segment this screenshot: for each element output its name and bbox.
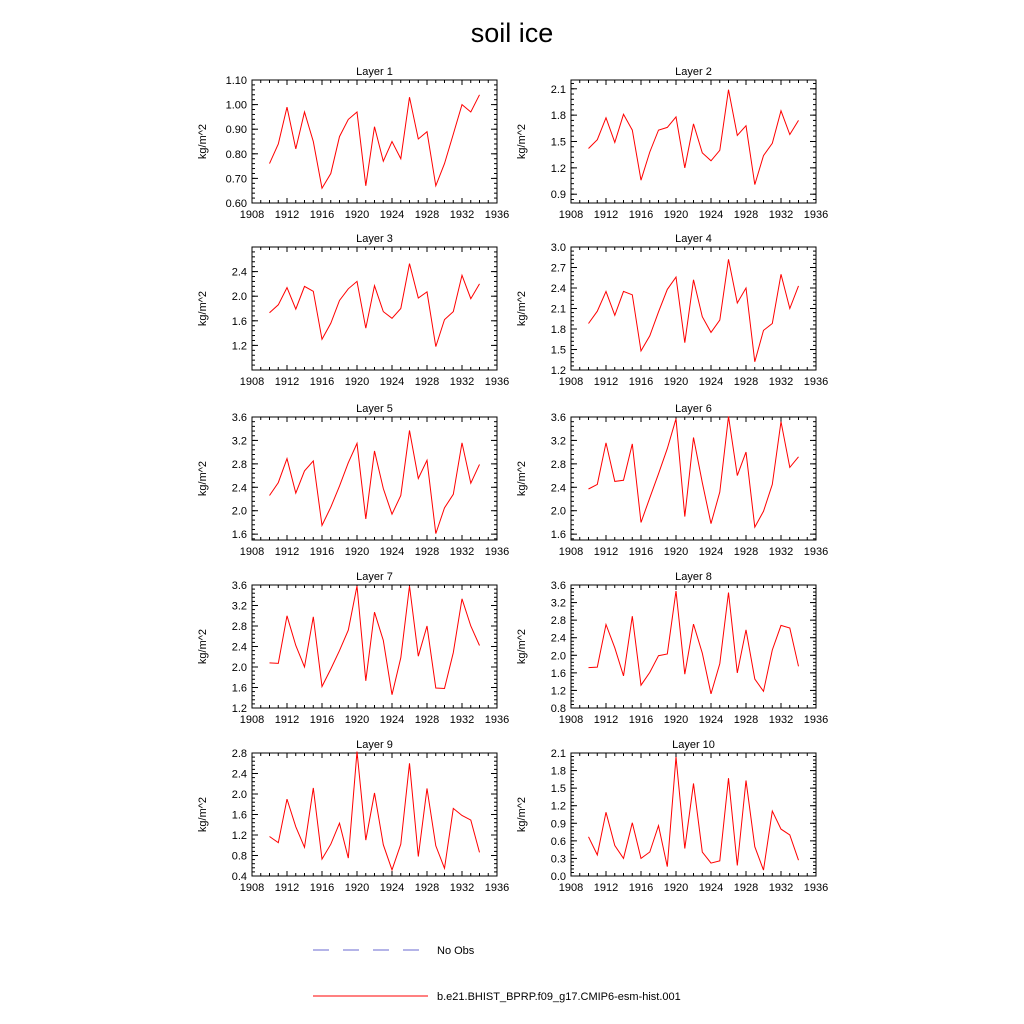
y-tick-label: 2.0 [550, 650, 566, 663]
x-tick-label: 1928 [733, 714, 759, 726]
x-tick-label: 1916 [309, 714, 335, 726]
y-tick-label: 1.2 [231, 340, 247, 353]
panel-layer-4 [516, 233, 828, 388]
x-tick-label: 1924 [379, 546, 405, 558]
legend [313, 945, 681, 1003]
y-tick-label: 2.4 [231, 482, 247, 495]
y-tick-label: 0.8 [231, 850, 247, 863]
y-tick-label: 0.0 [550, 871, 566, 883]
y-tick-label: 0.9 [550, 189, 566, 202]
panel-title: Layer 8 [675, 571, 712, 583]
x-tick-label: 1924 [698, 546, 724, 558]
x-tick-label: 1916 [628, 714, 654, 726]
y-axis-label: kg/m^2 [516, 796, 528, 833]
x-tick-label: 1932 [449, 882, 475, 894]
y-axis-label: kg/m^2 [197, 460, 209, 497]
y-tick-label: 0.6 [550, 835, 566, 848]
y-tick-label: 1.2 [550, 800, 566, 813]
x-tick-label: 1928 [414, 209, 440, 221]
x-tick-label: 1928 [414, 376, 440, 388]
x-tick-label: 1920 [344, 882, 370, 894]
y-tick-label: 1.8 [550, 324, 566, 336]
x-tick-label: 1936 [803, 714, 829, 726]
x-tick-label: 1928 [414, 714, 440, 726]
y-tick-label: 2.4 [231, 768, 247, 781]
y-tick-label: 1.2 [231, 830, 247, 842]
series-line [589, 757, 799, 870]
plot-frame [571, 247, 816, 370]
x-tick-label: 1924 [379, 209, 405, 221]
x-tick-label: 1936 [803, 376, 829, 388]
x-tick-label: 1916 [628, 546, 654, 558]
plot-frame [252, 247, 497, 370]
plot-frame [252, 417, 497, 540]
x-tick-label: 1924 [698, 376, 724, 388]
x-tick-label: 1916 [309, 882, 335, 894]
y-tick-label: 1.6 [550, 667, 566, 680]
panel-title: Layer 6 [675, 403, 712, 415]
x-tick-label: 1908 [558, 882, 584, 894]
series-line [270, 264, 480, 347]
y-tick-label: 3.2 [550, 597, 566, 610]
y-tick-label: 0.60 [225, 198, 247, 210]
x-tick-label: 1936 [803, 546, 829, 558]
y-axis-label: kg/m^2 [197, 123, 209, 160]
x-tick-label: 1928 [733, 376, 759, 388]
panel-layer-6 [516, 403, 828, 558]
y-tick-label: 2.8 [550, 458, 566, 471]
x-tick-label: 1912 [274, 882, 300, 894]
x-tick-label: 1928 [733, 546, 759, 558]
y-tick-label: 0.9 [550, 818, 566, 831]
y-tick-label: 1.2 [231, 703, 247, 715]
x-tick-label: 1932 [449, 546, 475, 558]
panel-layer-2 [516, 66, 828, 221]
x-tick-label: 1936 [484, 209, 510, 221]
panel-layer-7 [197, 571, 509, 726]
y-axis-label: kg/m^2 [516, 290, 528, 327]
y-tick-label: 2.7 [550, 262, 566, 275]
x-tick-label: 1932 [449, 209, 475, 221]
y-tick-label: 2.8 [231, 621, 247, 633]
y-tick-label: 2.4 [231, 641, 247, 654]
panel-title: Layer 10 [672, 739, 715, 751]
x-tick-label: 1924 [379, 714, 405, 726]
x-tick-label: 1920 [344, 376, 370, 388]
y-tick-label: 1.8 [550, 110, 566, 123]
y-axis-label: kg/m^2 [197, 290, 209, 327]
y-tick-label: 0.4 [231, 871, 247, 883]
plot-frame [571, 753, 816, 876]
x-tick-label: 1932 [449, 714, 475, 726]
x-tick-label: 1908 [239, 882, 265, 894]
y-tick-label: 1.2 [550, 685, 566, 698]
series-line [589, 591, 799, 694]
y-axis-label: kg/m^2 [516, 628, 528, 665]
series-line [270, 95, 480, 188]
y-tick-label: 3.2 [231, 435, 247, 448]
y-tick-label: 1.6 [550, 529, 566, 542]
x-tick-label: 1920 [663, 376, 689, 388]
series-line [270, 431, 480, 534]
x-tick-label: 1912 [593, 546, 619, 558]
x-tick-label: 1908 [239, 209, 265, 221]
y-tick-label: 3.6 [231, 580, 247, 592]
x-tick-label: 1924 [379, 882, 405, 894]
x-tick-label: 1932 [768, 714, 794, 726]
legend-label-no-obs: No Obs [437, 945, 475, 957]
y-tick-label: 3.2 [550, 435, 566, 448]
panel-title: Layer 3 [356, 233, 393, 245]
x-tick-label: 1924 [379, 376, 405, 388]
x-tick-label: 1908 [558, 714, 584, 726]
y-tick-label: 3.6 [550, 580, 566, 592]
x-tick-label: 1924 [698, 209, 724, 221]
x-tick-label: 1932 [768, 209, 794, 221]
series-line [589, 90, 799, 185]
y-tick-label: 2.1 [550, 748, 566, 760]
x-tick-label: 1932 [768, 546, 794, 558]
panel-layer-1 [197, 66, 509, 221]
x-tick-label: 1908 [239, 376, 265, 388]
x-tick-label: 1912 [274, 546, 300, 558]
x-tick-label: 1936 [484, 882, 510, 894]
plot-frame [252, 80, 497, 203]
x-tick-label: 1928 [733, 209, 759, 221]
y-axis-label: kg/m^2 [516, 123, 528, 160]
series-line [589, 416, 799, 527]
x-tick-label: 1928 [414, 546, 440, 558]
x-tick-label: 1916 [309, 546, 335, 558]
y-tick-label: 1.5 [550, 344, 566, 357]
x-tick-label: 1912 [593, 714, 619, 726]
y-tick-label: 2.4 [550, 283, 566, 295]
y-tick-label: 2.8 [231, 458, 247, 471]
panel-layer-5 [197, 403, 509, 558]
x-tick-label: 1916 [309, 376, 335, 388]
x-tick-label: 1916 [309, 209, 335, 221]
panel-title: Layer 7 [356, 571, 393, 583]
x-tick-label: 1920 [344, 714, 370, 726]
panel-layer-9 [197, 739, 509, 894]
y-tick-label: 2.1 [550, 83, 566, 96]
y-tick-label: 1.2 [550, 365, 566, 377]
figure-title: soil ice [470, 18, 554, 48]
panels [197, 66, 828, 894]
x-tick-label: 1936 [484, 714, 510, 726]
y-axis-label: kg/m^2 [516, 460, 528, 497]
legend-label-model: b.e21.BHIST_BPRP.f09_g17.CMIP6-esm-hist.001 [437, 991, 681, 1003]
panel-title: Layer 1 [356, 66, 393, 78]
x-tick-label: 1908 [558, 376, 584, 388]
panel-layer-10 [516, 739, 828, 894]
y-tick-label: 1.6 [231, 682, 247, 695]
y-tick-label: 1.5 [550, 783, 566, 796]
x-tick-label: 1912 [593, 882, 619, 894]
panel-title: Layer 4 [675, 233, 712, 245]
y-tick-label: 3.6 [550, 412, 566, 424]
x-tick-label: 1928 [733, 882, 759, 894]
y-tick-label: 1.10 [225, 75, 247, 87]
x-tick-label: 1920 [344, 209, 370, 221]
y-tick-label: 2.0 [231, 662, 247, 674]
x-tick-label: 1916 [628, 882, 654, 894]
x-tick-label: 1932 [768, 376, 794, 388]
y-tick-label: 2.0 [231, 789, 247, 801]
x-tick-label: 1924 [698, 882, 724, 894]
panel-layer-8 [516, 571, 828, 726]
x-tick-label: 1920 [663, 209, 689, 221]
x-tick-label: 1912 [274, 714, 300, 726]
plot-frame [571, 585, 816, 708]
y-tick-label: 0.3 [550, 853, 566, 866]
y-tick-label: 3.0 [550, 242, 566, 254]
x-tick-label: 1936 [484, 546, 510, 558]
y-tick-label: 3.6 [231, 412, 247, 424]
y-tick-label: 1.6 [231, 809, 247, 822]
y-tick-label: 2.8 [231, 748, 247, 760]
x-tick-label: 1908 [558, 209, 584, 221]
y-tick-label: 0.70 [225, 173, 247, 186]
y-tick-label: 1.00 [225, 99, 247, 112]
y-tick-label: 0.80 [225, 148, 247, 161]
y-tick-label: 1.6 [231, 315, 247, 328]
y-tick-label: 2.4 [231, 266, 247, 279]
y-tick-label: 1.8 [550, 765, 566, 778]
x-tick-label: 1920 [344, 546, 370, 558]
x-tick-label: 1920 [663, 546, 689, 558]
x-tick-label: 1912 [593, 376, 619, 388]
y-tick-label: 1.2 [550, 162, 566, 175]
y-tick-label: 2.1 [550, 303, 566, 316]
series-line [270, 752, 480, 870]
x-tick-label: 1932 [768, 882, 794, 894]
y-tick-label: 2.0 [550, 505, 566, 518]
y-tick-label: 0.8 [550, 703, 566, 715]
y-axis-label: kg/m^2 [197, 796, 209, 833]
panel-title: Layer 2 [675, 66, 712, 78]
y-tick-label: 1.5 [550, 136, 566, 149]
y-tick-label: 2.0 [231, 291, 247, 304]
x-tick-label: 1936 [803, 209, 829, 221]
x-tick-label: 1912 [274, 209, 300, 221]
x-tick-label: 1936 [484, 376, 510, 388]
plot-frame [571, 80, 816, 203]
x-tick-label: 1928 [414, 882, 440, 894]
y-tick-label: 2.0 [231, 505, 247, 518]
y-tick-label: 2.8 [550, 615, 566, 628]
x-tick-label: 1912 [274, 376, 300, 388]
series-line [589, 259, 799, 362]
x-tick-label: 1908 [558, 546, 584, 558]
x-tick-label: 1924 [698, 714, 724, 726]
x-tick-label: 1912 [593, 209, 619, 221]
y-tick-label: 0.90 [225, 124, 247, 137]
panel-title: Layer 5 [356, 403, 393, 415]
series-line [270, 586, 480, 695]
y-tick-label: 3.2 [231, 600, 247, 613]
panel-title: Layer 9 [356, 739, 393, 751]
x-tick-label: 1908 [239, 714, 265, 726]
x-tick-label: 1916 [628, 376, 654, 388]
x-tick-label: 1932 [449, 376, 475, 388]
x-tick-label: 1920 [663, 714, 689, 726]
y-axis-label: kg/m^2 [197, 628, 209, 665]
panel-layer-3 [197, 233, 509, 388]
plot-frame [252, 585, 497, 708]
y-tick-label: 1.6 [231, 529, 247, 542]
x-tick-label: 1908 [239, 546, 265, 558]
y-tick-label: 2.4 [550, 632, 566, 645]
y-tick-label: 2.4 [550, 482, 566, 495]
x-tick-label: 1920 [663, 882, 689, 894]
x-tick-label: 1916 [628, 209, 654, 221]
x-tick-label: 1936 [803, 882, 829, 894]
